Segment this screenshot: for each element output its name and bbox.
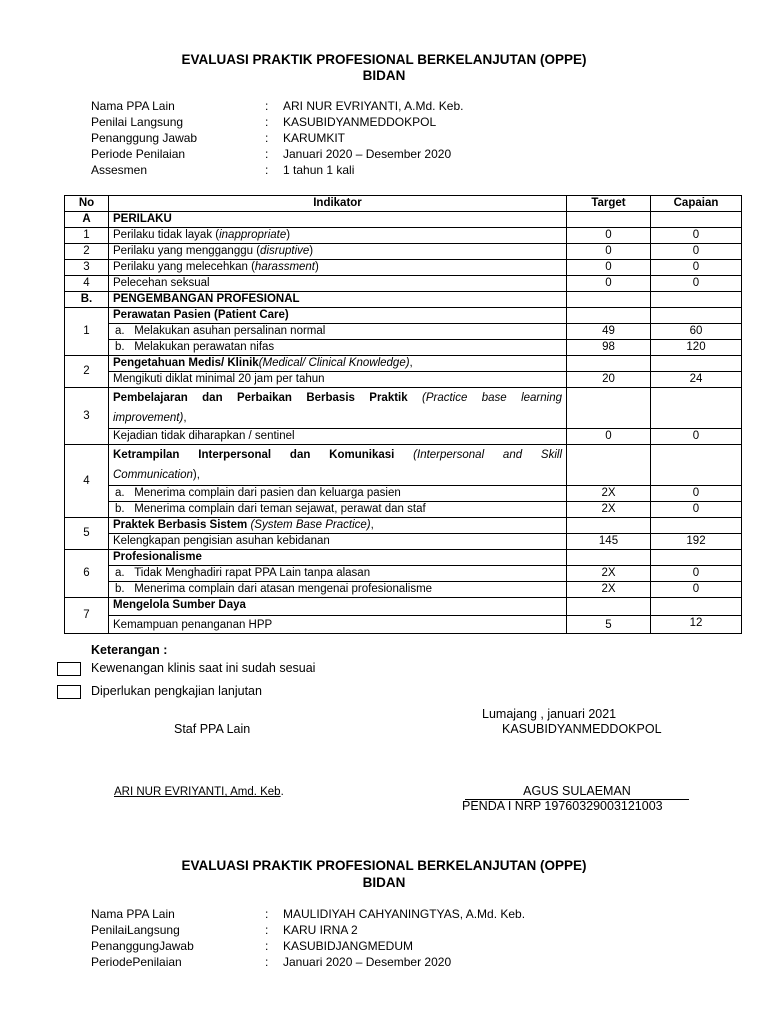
row-indikator: Pelecehan seksual (109, 276, 567, 292)
table-row (65, 228, 742, 244)
info-label: PenanggungJawab (91, 939, 194, 953)
info-colon: : (265, 939, 269, 953)
row-capaian: 60 (651, 324, 742, 340)
item-text: Melakukan asuhan persalinan normal (134, 325, 326, 337)
heading-italic: (Medical/ Clinical Knowledge) (258, 357, 410, 369)
b3-heading-row (65, 388, 742, 429)
row-capaian: 0 (651, 429, 742, 445)
row-text-italic: harassment (254, 261, 316, 273)
info-value: 1 tahun 1 kali (283, 163, 355, 177)
row-no: 7 (65, 598, 109, 634)
table-row (65, 324, 742, 340)
table-row (65, 486, 742, 502)
info-value: KARUMKIT (283, 131, 346, 145)
item-marker: b. (115, 503, 125, 515)
table-row (65, 372, 742, 388)
info-label: Nama PPA Lain (91, 907, 175, 921)
checkbox-pengkajian[interactable] (57, 685, 81, 699)
info-colon: : (265, 99, 269, 113)
row-target: 0 (567, 228, 651, 244)
info-value: Januari 2020 – Desember 2020 (283, 147, 452, 161)
row-indikator (109, 566, 567, 582)
section-a-row (65, 212, 742, 228)
heading-bold: Ketrampilan Interpersonal dan Komunikasi (113, 449, 395, 461)
row-indikator (109, 324, 567, 340)
empty-cell (651, 598, 742, 616)
row-target: 49 (567, 324, 651, 340)
info-value: Januari 2020 – Desember 2020 (283, 955, 452, 969)
info-label: PenilaiLangsung (91, 923, 180, 937)
item-marker: a. (115, 487, 125, 499)
info-value: ARI NUR EVRIYANTI, A.Md. Keb. (283, 99, 464, 113)
doc1-title-line1: EVALUASI PRAKTIK PROFESIONAL BERKELANJUTAN (OPPE) (181, 52, 587, 67)
row-no: 2 (65, 356, 109, 388)
group-heading: Perawatan Pasien (Patient Care) (109, 308, 567, 324)
b7-heading-row (65, 598, 742, 616)
row-indikator (109, 260, 567, 276)
row-indikator: Kelengkapan pengisian asuhan kebidanan (109, 534, 567, 550)
section-no: A (65, 212, 109, 228)
heading-italic-2: improvement) (113, 412, 184, 424)
keterangan-title: Keterangan : (91, 643, 168, 657)
row-text: Perilaku tidak layak ( (113, 229, 220, 241)
evaluation-table (64, 195, 742, 634)
b5-heading-row (65, 518, 742, 534)
info-label: Assesmen (91, 163, 148, 177)
row-capaian: 0 (651, 486, 742, 502)
row-no: 2 (65, 244, 109, 260)
heading-italic: (Interpersonal and Skill (413, 449, 563, 461)
group-heading (109, 445, 567, 486)
info-colon: : (265, 923, 269, 937)
row-indikator (109, 486, 567, 502)
empty-cell (651, 518, 742, 534)
row-target: 0 (567, 244, 651, 260)
doc2-title-line1: EVALUASI PRAKTIK PROFESIONAL BERKELANJUTAN (OPPE) (181, 858, 587, 873)
empty-cell (651, 356, 742, 372)
table-row (65, 582, 742, 598)
empty-cell (567, 550, 651, 566)
info-value: MAULIDIYAH CAHYANINGTYAS, A.Md. Keb. (283, 907, 526, 921)
heading-bold: Praktek Berbasis Sistem (113, 519, 248, 531)
left-signatory (114, 786, 284, 798)
row-indikator (109, 340, 567, 356)
table-row (65, 502, 742, 518)
info-label: PeriodePenilaian (91, 955, 182, 969)
row-target: 5 (567, 616, 651, 634)
table-row (65, 534, 742, 550)
header-no: No (65, 196, 109, 212)
heading-tail: ), (192, 469, 200, 481)
place-date: Lumajang , januari 2021 (482, 707, 617, 721)
row-indikator: Kemampuan penanganan HPP (109, 616, 567, 634)
empty-cell (651, 388, 742, 429)
item-marker: a. (115, 567, 125, 579)
row-capaian: 0 (651, 244, 742, 260)
section-b-row (65, 292, 742, 308)
heading-bold: Pengetahuan Medis/ Klinik (113, 357, 259, 369)
item-marker: a. (115, 325, 125, 337)
table-row (65, 566, 742, 582)
row-capaian: 12 (651, 616, 742, 634)
left-signatory-tail: . (280, 786, 284, 798)
row-indikator: Mengikuti diklat minimal 20 jam per tahun (109, 372, 567, 388)
table-row (65, 260, 742, 276)
row-capaian: 0 (651, 276, 742, 292)
left-signatory-name: ARI NUR EVRIYANTI, Amd. Keb (114, 786, 281, 798)
heading-line1 (113, 388, 562, 408)
group-heading: Mengelola Sumber Daya (109, 598, 567, 616)
checkbox-label: Diperlukan pengkajian lanjutan (91, 684, 262, 698)
empty-cell (567, 598, 651, 616)
info-colon: : (265, 955, 269, 969)
item-text: Menerima complain dari atasan mengenai profesionalisme (134, 583, 433, 595)
header-target: Target (567, 196, 651, 212)
table-row (65, 340, 742, 356)
row-capaian: 24 (651, 372, 742, 388)
b1-heading-row (65, 308, 742, 324)
row-no: 4 (65, 445, 109, 518)
heading-tail: , (183, 412, 187, 424)
table-row (65, 276, 742, 292)
item-marker: b. (115, 583, 125, 595)
row-target: 2X (567, 486, 651, 502)
row-capaian: 192 (651, 534, 742, 550)
heading-line2 (113, 408, 562, 428)
row-target: 2X (567, 502, 651, 518)
row-no: 4 (65, 276, 109, 292)
row-capaian: 120 (651, 340, 742, 356)
empty-cell (651, 445, 742, 486)
item-text: Menerima complain dari pasien dan keluarga pasien (134, 487, 401, 499)
row-capaian: 0 (651, 228, 742, 244)
empty-cell (567, 292, 651, 308)
info-colon: : (265, 163, 269, 177)
group-heading (109, 356, 567, 372)
row-text: Perilaku yang mengganggu ( (113, 245, 261, 257)
group-heading (109, 388, 567, 429)
empty-cell (651, 292, 742, 308)
row-target: 20 (567, 372, 651, 388)
row-target: 0 (567, 429, 651, 445)
row-indikator (109, 502, 567, 518)
row-text-italic: inappropriate (219, 229, 287, 241)
right-role: KASUBIDYANMEDDOKPOL (502, 722, 662, 736)
heading-line2 (113, 465, 562, 485)
empty-cell (651, 550, 742, 566)
right-signatory-nrp: PENDA I NRP 19760329003121003 (462, 799, 663, 813)
row-indikator (109, 582, 567, 598)
empty-cell (567, 388, 651, 429)
row-no: 1 (65, 228, 109, 244)
table-header-row (65, 196, 742, 212)
row-text-tail: ) (309, 245, 314, 257)
info-value: KARU IRNA 2 (283, 923, 358, 937)
header-indikator: Indikator (109, 196, 567, 212)
item-text: Tidak Menghadiri rapat PPA Lain tanpa alasan (134, 567, 371, 579)
checkbox-kewenangan[interactable] (57, 662, 81, 676)
info-value: KASUBIDYANMEDDOKPOL (283, 115, 437, 129)
info-colon: : (265, 115, 269, 129)
row-capaian: 0 (651, 566, 742, 582)
empty-cell (567, 445, 651, 486)
info-colon: : (265, 147, 269, 161)
row-indikator (109, 228, 567, 244)
heading-tail: , (409, 357, 413, 369)
empty-cell (651, 212, 742, 228)
b2-heading-row (65, 356, 742, 372)
b6-heading-row (65, 550, 742, 566)
row-indikator: Kejadian tidak diharapkan / sentinel (109, 429, 567, 445)
row-target: 2X (567, 566, 651, 582)
group-heading (109, 518, 567, 534)
row-no: 3 (65, 260, 109, 276)
row-text-tail: ) (286, 229, 291, 241)
row-text: Perilaku yang melecehkan ( (113, 261, 255, 273)
row-text-italic: disruptive (260, 245, 310, 257)
heading-line1 (113, 445, 562, 465)
table-row (65, 429, 742, 445)
section-title: PENGEMBANGAN PROFESIONAL (109, 292, 567, 308)
row-capaian: 0 (651, 502, 742, 518)
doc1-title-line2: BIDAN (362, 68, 406, 83)
empty-cell (567, 308, 651, 324)
header-capaian: Capaian (651, 196, 742, 212)
empty-cell (651, 308, 742, 324)
item-text: Menerima complain dari teman sejawat, perawat dan staf (134, 503, 426, 515)
row-target: 98 (567, 340, 651, 356)
row-no: 1 (65, 308, 109, 356)
heading-bold: Pembelajaran dan Perbaikan Berbasis Praktik (113, 392, 408, 404)
table-row (65, 616, 742, 634)
item-text: Melakukan perawatan nifas (134, 341, 275, 353)
info-colon: : (265, 131, 269, 145)
group-heading: Profesionalisme (109, 550, 567, 566)
row-no: 5 (65, 518, 109, 550)
row-target: 0 (567, 276, 651, 292)
item-marker: b. (115, 341, 125, 353)
doc2-title-line2: BIDAN (362, 875, 406, 890)
info-label: Nama PPA Lain (91, 99, 175, 113)
row-no: 6 (65, 550, 109, 598)
info-label: Periode Penilaian (91, 147, 186, 161)
empty-cell (567, 356, 651, 372)
row-indikator (109, 244, 567, 260)
info-label: Penilai Langsung (91, 115, 184, 129)
row-capaian: 0 (651, 260, 742, 276)
heading-italic: (System Base Practice) (250, 519, 371, 531)
b4-heading-row (65, 445, 742, 486)
heading-italic-2: Communication (113, 469, 193, 481)
row-text-tail: ) (315, 261, 319, 273)
heading-italic: (Practice base learning (422, 392, 562, 404)
empty-cell (567, 212, 651, 228)
table-row (65, 244, 742, 260)
info-colon: : (265, 907, 269, 921)
info-value: KASUBIDJANGMEDUM (283, 939, 414, 953)
right-signatory-name: AGUS SULAEMAN (465, 784, 689, 800)
section-title: PERILAKU (109, 212, 567, 228)
row-target: 2X (567, 582, 651, 598)
left-role: Staf PPA Lain (174, 722, 251, 736)
row-no: 3 (65, 388, 109, 445)
row-target: 145 (567, 534, 651, 550)
heading-tail: , (370, 519, 374, 531)
row-capaian: 0 (651, 582, 742, 598)
info-label: Penanggung Jawab (91, 131, 198, 145)
empty-cell (567, 518, 651, 534)
row-target: 0 (567, 260, 651, 276)
section-no: B. (65, 292, 109, 308)
checkbox-label: Kewenangan klinis saat ini sudah sesuai (91, 661, 316, 675)
